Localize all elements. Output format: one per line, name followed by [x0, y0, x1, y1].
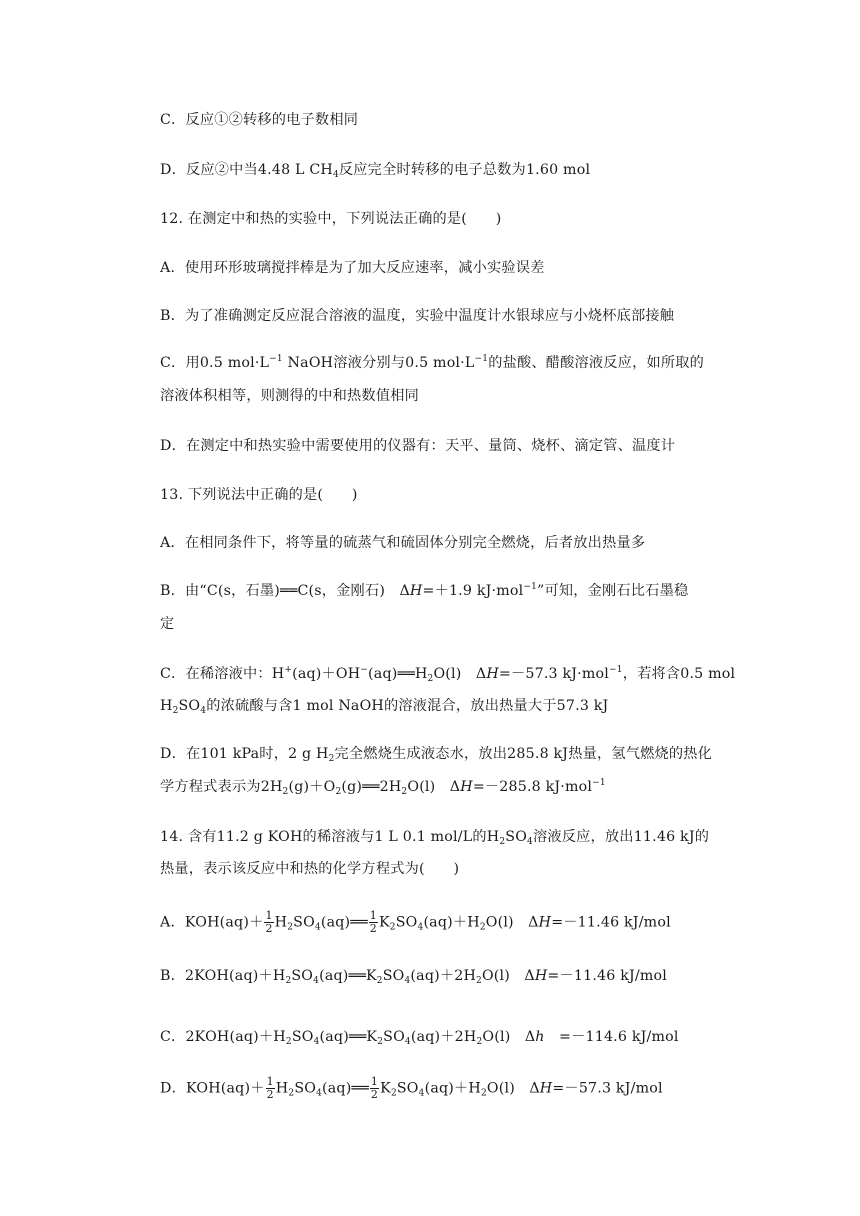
q14-option-b: B．$2KOH(aq)+H_2SO_4(aq)══K_2SO_4(aq)+2H_2O(l)$ ΔH=－11.46 kJ/mol — [160, 968, 668, 986]
q13-option-b-continued: 定 — [160, 616, 175, 632]
q14-stem-continued: 热量，表示该反应中和热的化学方程式为( ) — [160, 861, 460, 877]
fraction-one-half: $\frac{1}{2}$ — [265, 909, 273, 935]
fraction-one-half: $\frac{1}{2}$ — [370, 1075, 379, 1101]
fraction-one-half: $\frac{1}{2}$ — [369, 909, 377, 935]
q14-option-a: A．KOH(aq)＋ $\frac{1}{2}$ $H_2SO_4(aq)══$ $\frac{1}{2}$ $K_2SO_4(aq)+H_2O(l)$ ΔH=－11.46 kJ/mol — [160, 909, 671, 935]
q12-option-d: D．在测定中和热实验中需要使用的仪器有：天平、量筒、烧杯、滴定管、温度计 — [160, 438, 676, 454]
q14-option-c: C．$2KOH(aq)+H_2SO_4(aq)══K_2SO_4(aq)+2H_2O(l)$ Δh =－114.6 kJ/mol — [160, 1029, 679, 1047]
q12-option-b: B．为了准确测定反应混合溶液的温度，实验中温度计水银球应与小烧杯底部接触 — [160, 308, 675, 324]
q13-option-c-continued: $H_2SO_4$的浓硫酸与含1 mol NaOH的溶液混合，放出热量大于57.3 kJ — [160, 698, 609, 716]
q13-option-a: A．在相同条件下，将等量的硫蒸气和硫固体分别完全燃烧，后者放出热量多 — [160, 535, 646, 551]
q12-option-c-continued: 溶液体积相等，则测得的中和热数值相同 — [160, 388, 419, 404]
q14-option-d: D．KOH(aq)＋ $\frac{1}{2}$ $H_2SO_4(aq)══$ $\frac{1}{2}$ $K_2SO_4(aq)+H_2O(l)$ ΔH=－57.3 kJ/mol — [160, 1075, 663, 1101]
q12-stem: 12. 在测定中和热的实验中，下列说法正确的是( ) — [160, 211, 502, 227]
q11-option-d: D．反应②中当4.48 L $CH_4$反应完全时转移的电子总数为1.60 mol — [160, 162, 591, 180]
fraction-one-half: $\frac{1}{2}$ — [266, 1075, 274, 1101]
q13-option-d: D．在101 kPa时，2 g $H_2$完全燃烧生成液态水，放出285.8 kJ热量，氢气燃烧的热化 — [160, 746, 713, 764]
q12-option-c: C．用0.5 $mol\cdot L^{-1}$ NaOH溶液分别与0.5 $mol\cdot L^{-1}$的盐酸、醋酸溶液反应，如所取的 — [160, 354, 705, 371]
q13-option-d-continued: 学方程式表示为$2H_2(g)+O_2(g)══2H_2O(l)$ ΔH=－285.8 kJ·mol$^{-1}$ — [160, 778, 606, 797]
q14-stem: 14. 含有11.2 g KOH的稀溶液与1 L 0.1 mol/L的$H_2SO_4$溶液反应，放出11.46 kJ的 — [160, 829, 710, 847]
q11-option-c: C．反应①②转移的电子数相同 — [160, 112, 359, 128]
q13-stem: 13. 下列说法中正确的是( ) — [160, 487, 358, 503]
q13-option-c: C．在稀溶液中：$H^+(aq)+OH^-(aq)══H_2O(l)$ ΔH=－57.3 kJ·mol$^{-1}$，若将含0.5 mol — [160, 665, 736, 684]
q13-option-b: B．由“C(s，石墨)══C(s，金刚石) ΔH=＋1.9 kJ·mol$^{-1}$”可知，金刚石比石墨稳 — [160, 582, 689, 599]
q12-option-a: A．使用环形玻璃搅拌棒是为了加大反应速率，减小实验误差 — [160, 260, 545, 276]
